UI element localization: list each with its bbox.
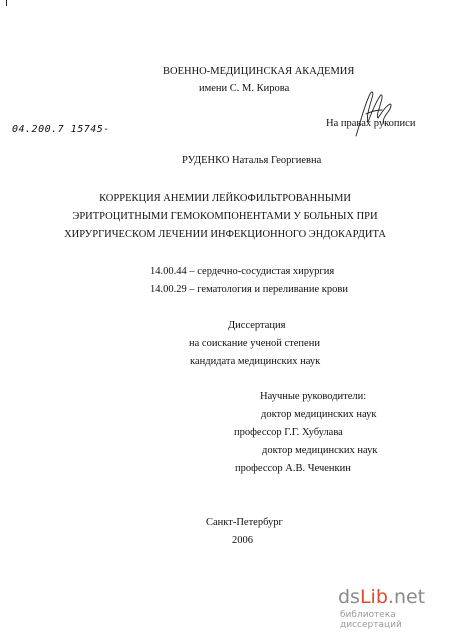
watermark-logo-lib: Lib bbox=[359, 586, 388, 608]
watermark-subtitle: библиотека диссертаций bbox=[340, 610, 402, 630]
specialty-line: 14.00.29 – гематология и переливание крови bbox=[150, 284, 348, 295]
site-watermark bbox=[338, 586, 446, 628]
signature-icon bbox=[352, 84, 396, 142]
publication-city: Санкт-Петербург bbox=[206, 517, 283, 528]
author-name: РУДЕНКО Наталья Георгиевна bbox=[182, 155, 322, 166]
degree-name: кандидата медицинских наук bbox=[190, 356, 321, 367]
academy-name: ВОЕННО-МЕДИЦИНСКАЯ АКАДЕМИЯ bbox=[163, 66, 355, 77]
dissertation-title-line: ЭРИТРОЦИТНЫМИ ГЕМОКОМПОНЕНТАМИ У БОЛЬНЫХ ПРИ bbox=[72, 211, 378, 222]
dissertation-title-line: КОРРЕКЦИЯ АНЕМИИ ЛЕЙКОФИЛЬТРОВАННЫМИ bbox=[99, 193, 351, 204]
supervisor-line: доктор медицинских наук bbox=[262, 445, 378, 456]
degree-purpose: на соискание ученой степени bbox=[189, 338, 320, 349]
scan-mark bbox=[6, 0, 7, 6]
supervisor-line: профессор Г.Г. Хубулава bbox=[234, 427, 343, 438]
degree-type: Диссертация bbox=[228, 320, 286, 331]
supervisors-heading: Научные руководители: bbox=[260, 391, 367, 402]
registration-number: 04.200.7 15745- bbox=[12, 124, 110, 135]
dissertation-title-line: ХИРУРГИЧЕСКОМ ЛЕЧЕНИИ ИНФЕКЦИОННОГО ЭНДОКАРДИТА bbox=[64, 229, 386, 240]
supervisor-line: доктор медицинских наук bbox=[261, 409, 377, 420]
specialty-line: 14.00.44 – сердечно-сосудистая хирургия bbox=[150, 266, 335, 277]
watermark-logo-ds: ds bbox=[338, 586, 360, 608]
manuscript-note: На правах рукописи bbox=[326, 118, 416, 129]
supervisor-line: профессор А.В. Чеченкин bbox=[235, 463, 351, 474]
academy-named-after: имени С. М. Кирова bbox=[199, 83, 290, 94]
watermark-logo bbox=[338, 586, 425, 608]
watermark-logo-net: .net bbox=[387, 586, 426, 608]
publication-year: 2006 bbox=[232, 535, 253, 546]
